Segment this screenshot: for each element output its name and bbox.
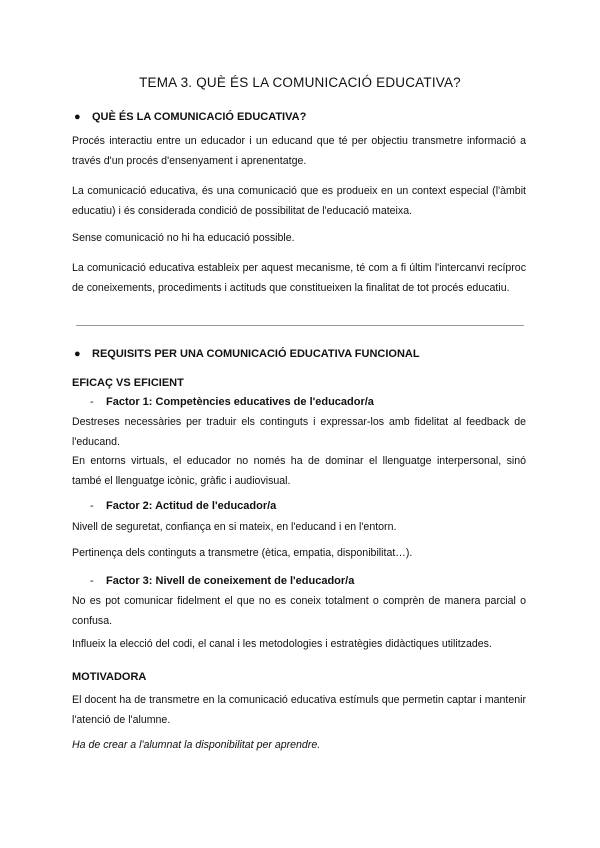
subheading-motivadora: MOTIVADORA — [72, 671, 147, 683]
paragraph-mechanism: La comunicació educativa estableix per aquest mecanisme, té com a fi últim l'intercanvi recíproc de coneixements, procediments i actituds que constitueixen la finalitat de tot procés educatiu. — [72, 262, 526, 294]
paragraph-factor2-security: Nivell de seguretat, confiança en si mateix, en l'educand i en l'entorn. — [72, 521, 397, 533]
paragraph-motivadora-stimuli: El docent ha de transmetre en la comunicació educativa estímuls que permetin captar i mantenir l'atenció de l'alumne. — [72, 694, 526, 726]
section-heading-text: REQUISITS PER UNA COMUNICACIÓ EDUCATIVA FUNCIONAL — [92, 348, 420, 360]
paragraph-factor3-influence: Influeix la elecció del codi, el canal i les metodologies i estratègies didàctiques utilitzades. — [72, 638, 492, 650]
factor-label: Factor 2: Actitud de l'educador/a — [106, 500, 277, 512]
paragraph-context: La comunicació educativa, és una comunicació que es produeix en un context especial (l'àmbit educatiu) i és considerada condició de possibilitat de l'educació mateixa. — [72, 185, 526, 217]
paragraph-factor2-pertinence: Pertinença dels continguts a transmetre (ètica, empatia, disponibilitat…). — [72, 547, 413, 559]
bullet-icon: ● — [74, 111, 81, 123]
paragraph-motivadora-availability: Ha de crear a l'alumnat la disponibilitat per aprendre. — [72, 739, 321, 751]
dash-bullet: - — [90, 396, 94, 408]
horizontal-divider — [76, 325, 524, 326]
paragraph-factor3-knowledge: No es pot comunicar fidelment el que no es coneix totalment o comprèn de manera parcial o confusa. — [72, 595, 526, 627]
paragraph-no-education: Sense comunicació no hi ha educació possible. — [72, 232, 295, 244]
section-heading-requirements — [74, 348, 420, 360]
section-heading-text: QUÈ ÉS LA COMUNICACIÓ EDUCATIVA? — [92, 111, 307, 123]
factor-3-heading — [90, 575, 355, 587]
dash-bullet: - — [90, 500, 94, 512]
section-heading-what-is — [74, 111, 307, 123]
page-title: TEMA 3. QUÈ ÉS LA COMUNICACIÓ EDUCATIVA? — [139, 75, 461, 90]
paragraph-factor1-virtual: En entorns virtuals, el educador no només ha de dominar el llenguatge interpersonal, sinó també el llenguatge icònic, gràfic i audiovisual. — [72, 455, 526, 487]
paragraph-factor1-skills: Destreses necessàries per traduir els continguts i expressar-los amb fidelitat al feedback de l'educand. — [72, 416, 526, 448]
factor-label: Factor 3: Nivell de coneixement de l'educador/a — [106, 575, 355, 587]
subheading-eficac: EFICAÇ VS EFICIENT — [72, 377, 184, 389]
factor-label: Factor 1: Competències educatives de l'educador/a — [106, 396, 374, 408]
dash-bullet: - — [90, 575, 94, 587]
factor-2-heading — [90, 500, 277, 512]
factor-1-heading — [90, 396, 374, 408]
paragraph-definition: Procés interactiu entre un educador i un educand que té per objectiu transmetre informació a través d'un procés d'ensenyament i aprenentatge. — [72, 135, 526, 167]
bullet-icon: ● — [74, 348, 81, 360]
